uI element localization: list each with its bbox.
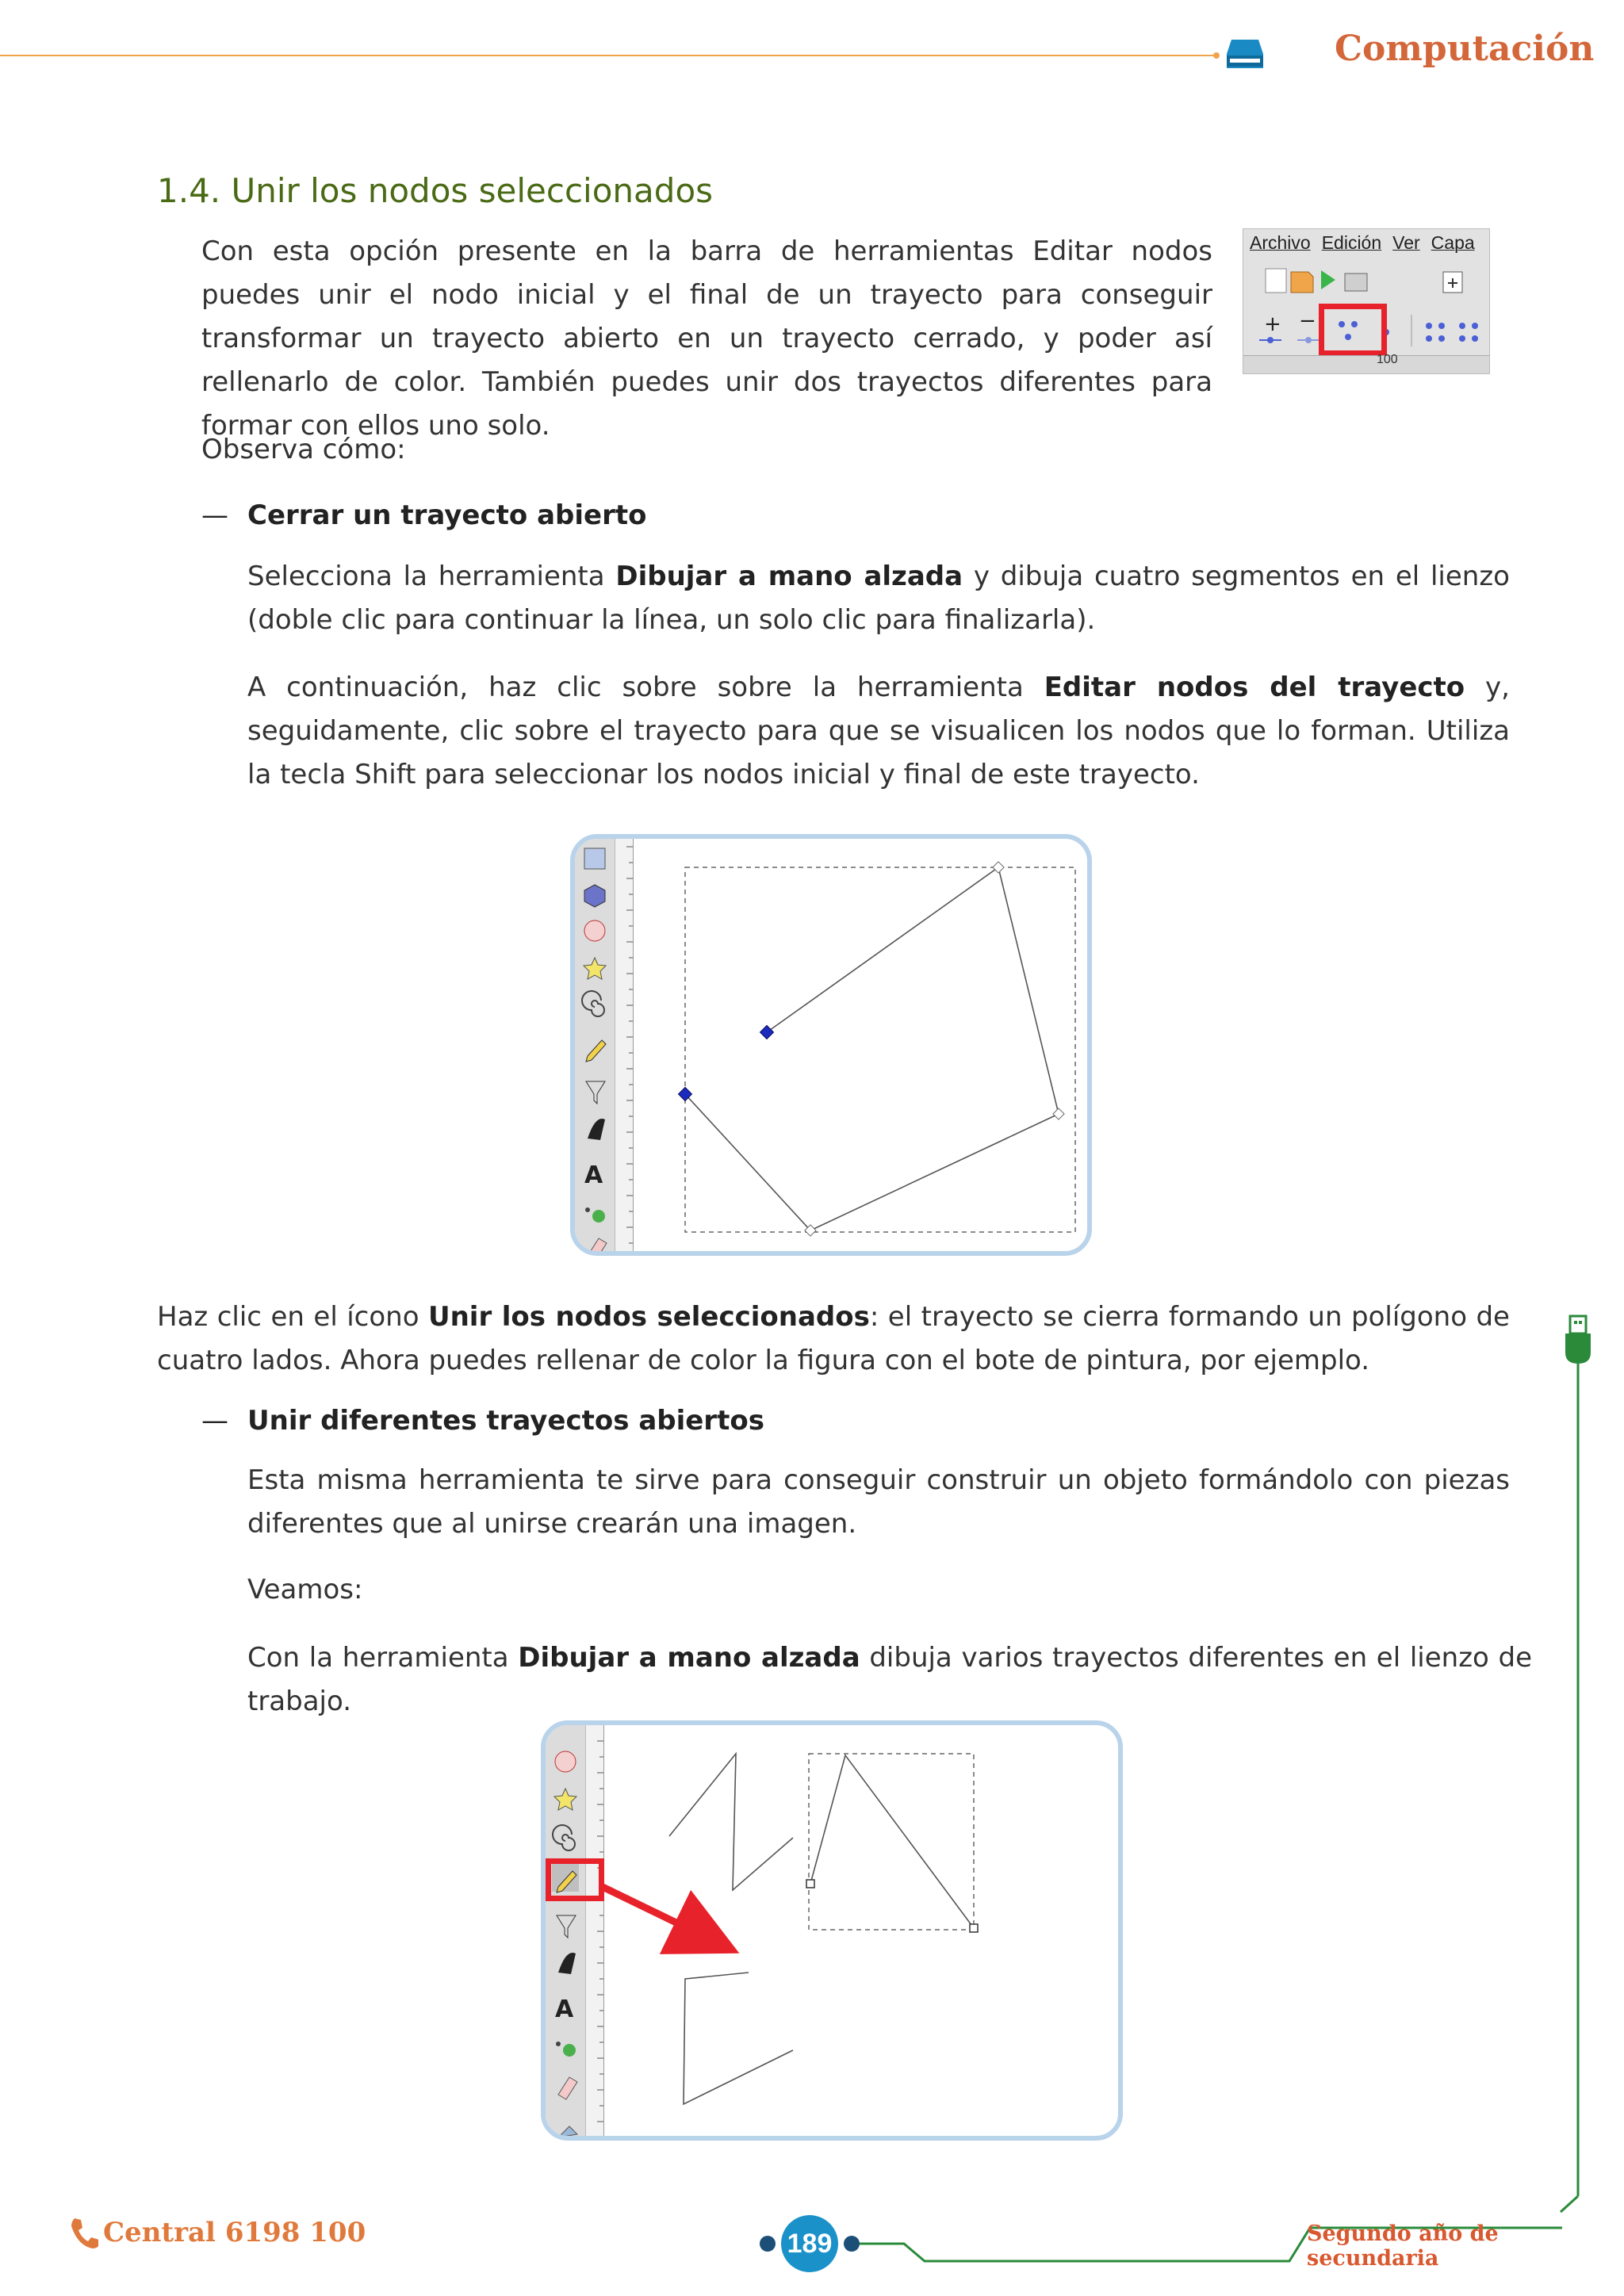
p3-pre: Con la herramienta — [247, 1642, 519, 1674]
subsection2-p1: Esta misma herramienta te sirve para conseguir construir un objeto formándolo con piezas diferentes que al unirse crearán una imagen. — [247, 1464, 1510, 1540]
menu-item-ver[interactable]: Ver — [1392, 232, 1420, 253]
subsection2-heading-text: Unir diferentes trayectos abiertos — [247, 1405, 764, 1437]
footer-phone-text: Central 6198 100 — [103, 2217, 366, 2248]
middle-post: : el trayecto se cierra formando un polígono de cuatro lados. Ahora puedes rellenar de color la figura con el bote de pintura, por ejemplo. — [157, 1301, 1510, 1376]
svg-text:A: A — [584, 1161, 603, 1189]
section-title: 1.4. Unir los nodos seleccionados — [157, 171, 714, 210]
header-rule-dot — [1213, 52, 1220, 59]
figure-close-path — [570, 834, 1092, 1256]
middle-bold: Unir los nodos seleccionados — [427, 1301, 870, 1333]
p1-bold: Dibujar a mano alzada — [615, 561, 963, 592]
subsection1-heading — [201, 499, 647, 531]
p1-pre: Selecciona la herramienta — [247, 561, 616, 592]
menu-item-capa[interactable]: Capa — [1431, 232, 1475, 253]
toolbar-ruler — [1243, 355, 1489, 373]
header-title: Computación — [1335, 29, 1595, 69]
menu-item-archivo[interactable]: Archivo — [1250, 232, 1311, 253]
hard-drive-icon — [1225, 36, 1265, 71]
subsection2-p3 — [247, 1636, 1532, 1724]
dash-marker: — — [201, 499, 228, 531]
p3-bold: Dibujar a mano alzada — [518, 1642, 860, 1674]
svg-text:+: + — [1264, 312, 1281, 336]
svg-text:−: − — [1299, 309, 1316, 333]
p2-pre: A continuación, haz clic sobre sobre la herramienta — [247, 672, 1044, 703]
join-nodes-highlight[interactable] — [1319, 304, 1387, 356]
middle-paragraph — [157, 1295, 1510, 1383]
drawing-canvas[interactable] — [632, 839, 1092, 1256]
tool-icons — [580, 844, 611, 1256]
phone-icon — [70, 2217, 98, 2248]
ruler-ticks — [615, 839, 633, 1256]
menu-bar — [1250, 232, 1486, 254]
ruler-ticks — [586, 1725, 603, 2141]
tool-palette — [575, 839, 615, 1251]
vertical-ruler — [585, 1725, 604, 2136]
tool-palette — [546, 1725, 585, 2136]
vertical-ruler — [615, 839, 634, 1251]
header-rule — [0, 55, 1217, 56]
footer-phone — [70, 2217, 366, 2248]
page-number: 189 — [781, 2215, 838, 2272]
page-dot-left — [760, 2236, 776, 2252]
usb-connector-decoration — [1554, 1308, 1602, 2291]
dash-marker: — — [201, 1405, 228, 1437]
intro-paragraph: Con esta opción presente en la barra de herramientas Editar nodos puedes unir el nodo inicial y el final de un trayecto para conseguir transformar un trayecto abierto en un trayecto cerrado, y poder así rellenarlo de color. También puedes unir dos trayectos diferentes para formar con ellos uno solo. — [201, 235, 1212, 442]
toolbar-screenshot — [1243, 228, 1490, 374]
observe-text: Observa cómo: — [201, 434, 406, 465]
middle-pre: Haz clic en el ícono — [157, 1301, 428, 1333]
pencil-tool-highlight[interactable] — [546, 1858, 604, 1901]
drawing-canvas[interactable] — [603, 1725, 1123, 2141]
p2-bold: Editar nodos del trayecto — [1044, 672, 1465, 703]
svg-text:A: A — [555, 1996, 574, 2023]
subsection2-heading — [201, 1405, 764, 1437]
subsection1-p1 — [247, 555, 1510, 642]
figure-multiple-paths — [541, 1720, 1123, 2141]
ruler-label: 100 — [1377, 353, 1398, 366]
tool-icons — [550, 1725, 582, 2141]
page-dot-right — [844, 2236, 860, 2252]
p2-post: y, seguidamente, clic sobre el trayecto para que se visualicen los nodos que lo forman. Utiliza la tecla Shift para seleccionar los nodos inicial y final de este trayecto. — [247, 672, 1510, 790]
p1-post: y dibuja cuatro segmentos en el lienzo (doble clic para continuar la línea, un solo clic para finalizarla). — [247, 561, 1510, 636]
main-toolbar-icons — [1243, 261, 1489, 300]
subsection1-heading-text: Cerrar un trayecto abierto — [247, 499, 647, 531]
p3-post: dibuja varios trayectos diferentes en el lienzo de trabajo. — [247, 1642, 1533, 1717]
subsection2-p2: Veamos: — [247, 1574, 363, 1605]
menu-item-edicion[interactable]: Edición — [1321, 232, 1382, 253]
footer-grade: Segundo año de secundaria — [1307, 2221, 1499, 2271]
subsection1-p2 — [247, 666, 1510, 797]
